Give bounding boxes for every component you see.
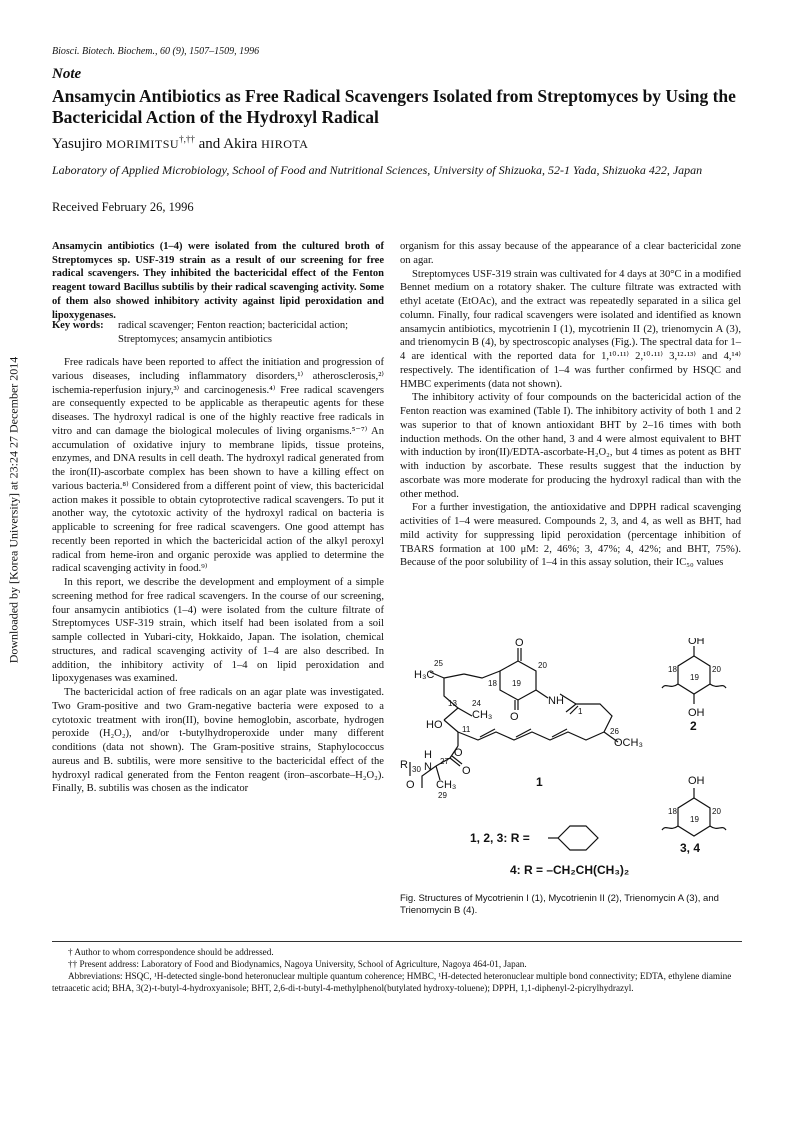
article-title: Ansamycin Antibiotics as Free Radical Scavengers Isolated from Streptomyces by Using the Bactericidal Action of the Hydroxyl Radical [52,86,736,127]
label-c26: 26 [610,727,619,736]
compound-34-label: 3, 4 [680,841,701,855]
label-c29: 29 [438,791,447,800]
compound-1-label: 1 [536,775,543,789]
author2-given: Akira [223,136,258,152]
keywords-text: radical scavenger; Fenton reaction; bactericidal action; Streptomyces; ansamycin antibiotics [118,320,349,345]
author1-marks: †,†† [179,134,195,144]
paragraph: Free radicals have been reported to affect the initiation and progression of various diseases, including inflammatory disorders,¹⁾ atherosclerosis,²⁾ ischemia-reperfusion injury,³⁾ and carcinogenesis.⁴⁾ Free radical scavengers are consequently expected to be applicable as therapeutic agents for these diseases. The hydroxyl radical is one of the highly reactive free radicals in vitro and can damage the biological molecules of living organisms.⁵⁻⁷⁾ An accumulation of oxidative injury to membrane lipids, tissue proteins, enzymes, and DNA results in cell death. The hydroxyl radical generated from the iron(II)-ascorbate complex has been shown to have a killing effect on various bacteria.⁸⁾ Considered from a different point of view, this bactericidal action makes it possible to obtain cytoprotective radical scavengers. To put it another way, the cytotoxic activity of the hydroxyl radical on bacteria is applicable to screening for free radical scavengers. One good attempt has recently been reported in which the bactericidal action of the alkyl peroxyl radical from heme-iron and organic peroxide was applied to determine the radical scavenging activity in food.⁹⁾ [52,357,384,575]
r-definition-4: 4: R = –CH₂CH(CH₃)₂ [510,863,630,877]
r-definition-123: 1, 2, 3: R = [470,831,530,845]
label-c18b: 18 [668,665,677,674]
label-c18: 18 [488,679,497,688]
label-oh-34: OH [688,775,705,787]
label-ch3: CH₃ [472,709,493,721]
bond [444,674,464,720]
received-date: Received February 26, 1996 [52,200,194,214]
body-column-left [52,356,384,796]
footnote-abbreviations: Abbreviations: HSQC, ¹H-detected single-bond heteronuclear multiple quantum coherence; HMBC, ¹H-detected heteronuclear multiple bond connectivity; EDTA, ethylene diamine tetraacetic acid; BHA, 3(2)-t-butyl-4-hydroxyanisole; BHT, 2,6-di-t-butyl-4-methylphenol(butylated hydroxy-toluene); DPPH, 1,1-diphenyl-2-picrylhydrazyl. [52,971,732,993]
label-ch3-29: CH₃ [436,779,457,791]
paragraph: The bactericidal action of free radicals on an agar plate was investigated. Two Gram-positive and two Gram-negative bacteria were exposed to a cytotoxic treatment with iron(II), bovine hemoglobin, ascorbate, hydrogen peroxide (H₂O₂), and/or t-butylhydroperoxide under many different conditions (data not shown). The Gram-positive strains, Staphylococcus aureus and B. subtilis, were more sensitive to the bactericidal effect of the hydroxyl radical generated from the Fenton reagent (iron–ascorbate–H₂O₂). Finally, B. subtilis was chosen as the indicator [52,687,384,795]
abstract: Ansamycin antibiotics (1–4) were isolated from the cultured broth of Streptomyces sp. USF-319 strain as a result of our screening for free radical scavengers. They inhibited the bactericidal effect of the Fenton reagent toward Bacillus subtilis by their radical scavenging activity. Some of them also showed inhibitory activity against lipid peroxidation and lipoxygenases. [52,241,384,321]
label-o-lactam: O [510,711,519,723]
label-c27: 27 [440,757,449,766]
footnotes [52,946,742,994]
label-oh-2: OH [688,707,705,719]
label-c11: 11 [462,725,471,734]
wavy-bond [710,826,726,830]
affiliation: Laboratory of Applied Microbiology, School of Food and Nutritional Sciences, University of Shizuoka, 52-1 Yada, Shizuoka 422, Japan [52,163,703,177]
label-o-ester: O [454,747,463,759]
label-h3c: H₃C [414,669,435,681]
author-conjunction: and [198,136,221,152]
structure-figure [400,638,741,880]
wavy-bond [662,826,678,830]
label-c18c: 18 [668,807,677,816]
author1-family: MORIMITSU [105,137,180,151]
label-c1: 1 [578,707,583,716]
label-c20: 20 [538,661,547,670]
label-c20b: 20 [712,665,721,674]
keywords [52,319,384,346]
download-watermark-text: Downloaded by [Korea University] at 23:24 27 December 2014 [6,356,21,664]
footnote-divider [52,941,742,942]
paragraph: The inhibitory activity of four compounds on the bactericidal action of the Fenton reaction was examined (Table I). The inhibitory activity of both 1 and 2 was superior to that of known antioxidant BHT by 2–16 times with both induction methods. On the other hand, 3 and 4 were almost equivalent to BHT with induction by iron(II)/EDTA-ascorbate-H₂O₂, but 4 times as potent as BHT with induction by ascorbate. These results suggest that the induction by ascorbate was more moderate for producing the hydroxyl radical than with the other method. [400,392,741,500]
triene-chain [458,732,604,740]
journal-citation: Biosci. Biotech. Biochem., 60 (9), 1507–1509, 1996 [52,46,260,57]
author2-family: HIROTA [261,137,309,151]
cyclohexane-ring [558,826,598,850]
label-och3: OCH₃ [614,737,643,749]
section-label: Note [52,66,82,82]
footnote-present-address: †† Present address: Laboratory of Food and Biodynamics, Nagoya University, School of Agriculture, Nagoya 464-01, Japan. [68,959,527,969]
paragraph: organism for this assay because of the appearance of a clear bactericidal zone on agar. [400,241,741,266]
label-r: R [400,759,408,771]
bond [458,708,472,716]
label-h: H [424,749,432,761]
label-c19c: 19 [690,815,699,824]
paragraph: Streptomyces USF-319 strain was cultivated for 4 days at 30°C in a modified Bennet medium on a rotatory shaker. The culture filtrate was extracted with ethyl acetate (EtOAc), and the extract was repeatedly separated in a silica gel column. Finally, four radical scavengers were isolated and identified as known ansamycin antibiotics, mycotrienin I (1), mycotrienin II (2), trienomycin A (3), and trienomycin B (4), by spectroscopic analyses (Fig.). The spectral data for 1–4 are identical with the reported data for 1,¹⁰·¹¹⁾ 2,¹⁰·¹¹⁾ 3,¹²·¹³⁾ and 4,¹⁴⁾ respectively. The identification of 1–4 was further confirmed by HSQC and HMBC experiments (data not shown). [400,268,741,390]
label-o-side: O [462,765,471,777]
compound-2-label: 2 [690,719,697,733]
bond [464,671,500,678]
body-column-right [400,240,741,570]
bond [536,690,548,698]
chemical-structures [400,638,741,880]
label-n: N [424,761,432,773]
wavy-bond [710,684,726,688]
wavy-bond [662,684,678,688]
keywords-label: Key words: [52,320,104,331]
label-c25: 25 [434,659,443,668]
bond [566,704,576,712]
label-o: O [515,638,524,649]
label-c19: 19 [512,679,521,688]
label-c20c: 20 [712,807,721,816]
paragraph: For a further investigation, the antioxidative and DPPH radical scavenging activities of 1–4 were measured. Compounds 2, 3, and 4, as well as BHT, had mild activity for suppressing lipid peroxidation (percentage inhibition of TBARS formation at 100 μM: 2, 46%; 3, 47%; 4, 42%; and BHT, 75%). Because of the poor solubility of 1–4 in this assay solution, their IC₅₀ values [400,502,741,569]
author1-given: Yasujiro [52,136,103,152]
bond [436,766,440,780]
paragraph: In this report, we describe the development and employment of a simple screening method for free radical scavengers. In the course of our screening, four ansamycin antibiotics (1–4) were isolated from the culture filtrate of Streptomyces USF-319 strain, which itself had been isolated from a soil sample collected in Yubari-city, Hokkaido, Japan. The isolation, chemical structures, and radical scavenging activity of 1–4 are also described. In addition, the inhibitory activity of 1–4 on lipid peroxidation and lipoxygenases was examined. [52,577,384,685]
label-o-bottom: O [406,779,415,791]
bond [444,720,458,732]
label-oh: OH [688,638,705,647]
label-nh: NH [548,695,564,707]
label-ho: HO [426,719,443,731]
download-watermark [4,330,24,690]
label-c30: 30 [412,765,421,774]
author-line [52,134,308,153]
bond [450,758,460,766]
label-c24: 24 [472,699,481,708]
figure-caption: Fig. Structures of Mycotrienin I (1), Mycotrienin II (2), Trienomycin A (3), and Trienomycin B (4). [400,893,719,916]
footnote-correspondence: † Author to whom correspondence should be addressed. [68,947,274,957]
label-c19b: 19 [690,673,699,682]
label-c13: 13 [448,699,457,708]
